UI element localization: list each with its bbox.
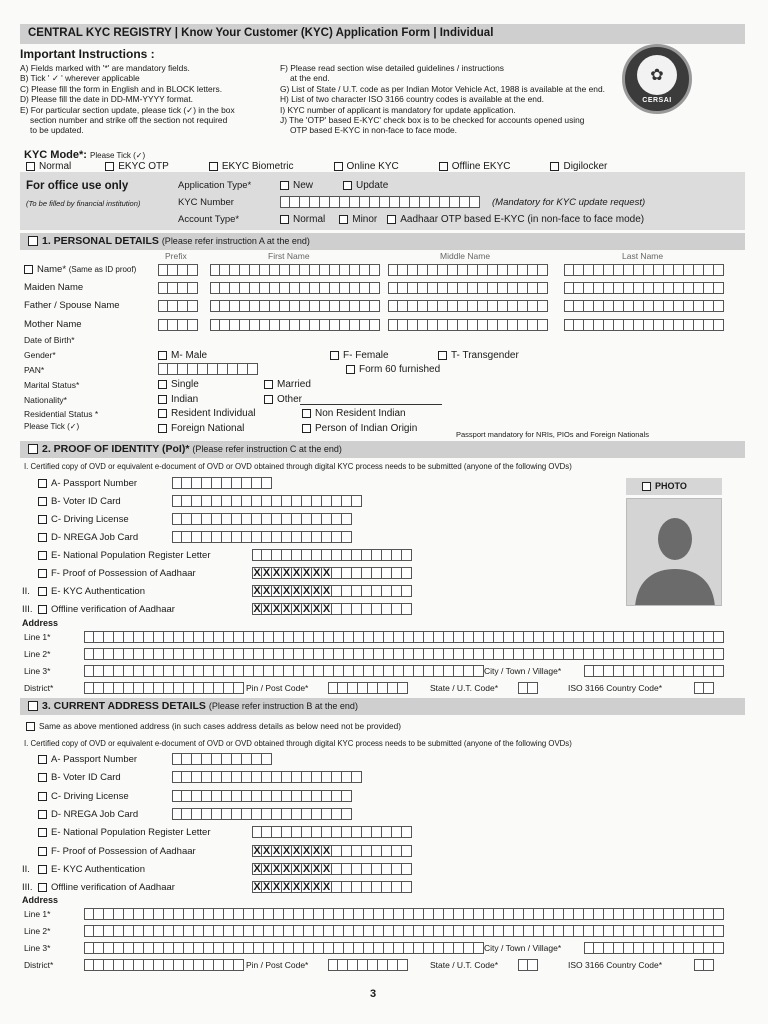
cersai-logo	[622, 44, 692, 114]
iso-code-field[interactable]	[694, 959, 714, 971]
instruction-line: B) Tick ' ✓ ' wherever applicable	[20, 73, 140, 84]
gender-male[interactable]: M- Male	[158, 350, 207, 361]
resident-individual[interactable]: Resident Individual	[158, 408, 256, 419]
form60-checkbox[interactable]: Form 60 furnished	[346, 364, 440, 375]
page-number: 3	[370, 988, 377, 1000]
option-update[interactable]: Update	[343, 180, 388, 191]
middle-name-field[interactable]	[388, 319, 548, 331]
poi-offline-option[interactable]: III. Offline verification of Aadhaar	[22, 882, 175, 894]
col-first-name: First Name	[268, 251, 310, 261]
instructions-heading: Important Instructions :	[20, 47, 155, 61]
dob-label: Date of Birth*	[24, 335, 75, 345]
poi-number-field[interactable]	[172, 771, 362, 783]
district-field[interactable]	[84, 682, 244, 694]
middle-name-field[interactable]	[388, 282, 548, 294]
col-prefix: Prefix	[165, 251, 187, 261]
city-label: City / Town / Village*	[484, 666, 562, 676]
instruction-line: H) List of two character ISO 3166 country codes is available at the end.	[280, 94, 544, 105]
poi-number-field[interactable]	[252, 549, 412, 561]
poi-option[interactable]: B- Voter ID Card	[38, 496, 121, 507]
nationality-other[interactable]: Other	[264, 394, 302, 405]
instructions-right	[280, 63, 605, 136]
district-label: District*	[24, 683, 54, 693]
city-label: City / Town / Village*	[484, 943, 562, 953]
option-online-kyc[interactable]: Online KYC	[334, 161, 399, 172]
pin-label: Pin / Post Code*	[246, 960, 309, 970]
address-label: Address	[22, 618, 59, 628]
poi-number-field[interactable]	[172, 477, 272, 489]
poi-number-field[interactable]	[172, 753, 272, 765]
poi-offline-option[interactable]: III. Offline verification of Aadhaar	[22, 604, 175, 615]
kyc-number-note: (Mandatory for KYC update request)	[492, 197, 646, 208]
pan-label: PAN*	[24, 365, 45, 375]
tick-hint: Please Tick (✓)	[24, 422, 80, 431]
first-name-field[interactable]	[210, 282, 380, 294]
iso-label: ISO 3166 Country Code*	[568, 683, 663, 693]
instruction-line: to be updated.	[30, 125, 84, 136]
address-line3-label: Line 3*	[24, 943, 51, 953]
kyc-mode-label: KYC Mode*: Please Tick (✓)	[24, 149, 146, 161]
instruction-line: C) Please fill the form in English and in BLOCK letters.	[20, 83, 223, 94]
photo-placeholder	[626, 498, 722, 606]
district-field[interactable]	[84, 959, 244, 971]
account-type-options	[280, 214, 644, 225]
poi-header: 2. PROOF OF IDENTITY (PoI)* (Please refer instruction C at the end)	[20, 441, 745, 458]
address-line1-field[interactable]	[84, 631, 724, 643]
poi-number-field[interactable]	[252, 826, 412, 838]
same-as-above[interactable]: Same as above mentioned address (in such cases address details as below need not be provided)	[26, 721, 401, 731]
address-line2-field[interactable]	[84, 648, 724, 660]
address-line1-label: Line 1*	[24, 909, 51, 919]
poi-option[interactable]: C- Driving License	[38, 791, 129, 802]
poi-number-field[interactable]	[172, 513, 352, 525]
poi-option[interactable]: C- Driving License	[38, 514, 129, 525]
aadhaar-field[interactable]: X X X X X X X X	[252, 603, 412, 615]
aadhaar-field[interactable]: X X X X X X X X	[252, 585, 412, 597]
instructions-left	[20, 63, 235, 136]
poi-option[interactable]: D- NREGA Job Card	[38, 532, 138, 543]
poi-option[interactable]: B- Voter ID Card	[38, 772, 121, 783]
address-line2-label: Line 2*	[24, 926, 51, 936]
non-resident-indian[interactable]: Non Resident Indian	[302, 408, 406, 419]
section1-checkbox[interactable]	[28, 236, 38, 246]
application-type-options	[280, 180, 388, 191]
marital-married[interactable]: Married	[264, 379, 311, 390]
first-name-field[interactable]	[210, 319, 380, 331]
photo-header: PHOTO	[626, 478, 722, 495]
office-title: For office use only	[26, 180, 129, 192]
poi-option[interactable]: D- NREGA Job Card	[38, 809, 138, 820]
poi-number-field[interactable]	[172, 790, 352, 802]
poi-option[interactable]: E- National Population Register Letter	[38, 827, 210, 838]
instruction-line: at the end.	[290, 73, 330, 84]
prefix-field[interactable]	[158, 319, 198, 331]
kyc-mode-options	[26, 161, 607, 172]
aadhaar-field[interactable]: X X X X X X X X	[252, 845, 412, 857]
district-label: District*	[24, 960, 54, 970]
last-name-field[interactable]	[564, 282, 724, 294]
address-line3-label: Line 3*	[24, 666, 51, 676]
current-intro: I. Certified copy of OVD or equivalent e-document of OVD or OVD obtained through digital KYC process needs to be submitted (anyone of the following OVDs)	[24, 739, 572, 748]
address-line2-field[interactable]	[84, 925, 724, 937]
prefix-field[interactable]	[158, 264, 198, 276]
state-label: State / U.T. Code*	[430, 683, 499, 693]
last-name-field[interactable]	[564, 319, 724, 331]
personal-details-header: 1. PERSONAL DETAILS (Please refer instruction A at the end)	[20, 233, 745, 250]
current-address-header: 3. CURRENT ADDRESS DETAILS (Please refer instruction B at the end)	[20, 698, 745, 715]
iso-code-field[interactable]	[694, 682, 714, 694]
instruction-line: E) For particular section update, please tick (✓) in the box	[20, 104, 235, 115]
address-line2-label: Line 2*	[24, 649, 51, 659]
city-field[interactable]	[584, 942, 724, 954]
option-aadhaar-otp-based-e-kyc-in-non-face-to-face-mode-[interactable]: Aadhaar OTP based E-KYC (in non-face to face mode)	[387, 214, 644, 225]
poi-number-field[interactable]	[172, 495, 362, 507]
residential-label: Residential Status *	[24, 409, 99, 419]
marital-single[interactable]: Single	[158, 379, 199, 390]
option-ekyc-otp[interactable]: EKYC OTP	[105, 161, 169, 172]
address-label-2: Address	[22, 895, 59, 905]
first-name-field[interactable]	[210, 264, 380, 276]
form-title: CENTRAL KYC REGISTRY | Know Your Customer (KYC) Application Form | Individual	[20, 24, 745, 44]
instruction-line: J) The 'OTP' based E-KYC' check box is to be checked for accounts opened using	[280, 115, 585, 126]
nationality-indian[interactable]: Indian	[158, 394, 198, 405]
instruction-line: F) Please read section wise detailed guidelines / instructions	[280, 63, 504, 73]
kyc-number-label: KYC Number	[178, 197, 234, 208]
col-last-name: Last Name	[622, 251, 664, 261]
last-name-field[interactable]	[564, 264, 724, 276]
kyc-number-field[interactable]	[280, 196, 480, 208]
gender-label: Gender*	[24, 350, 56, 360]
middle-name-field[interactable]	[388, 300, 548, 312]
gender-female[interactable]: F- Female	[330, 350, 389, 361]
address-line1-label: Line 1*	[24, 632, 51, 642]
passport-note: Passport mandatory for NRIs, PIOs and Foreign Nationals	[456, 430, 650, 439]
prefix-field[interactable]	[158, 300, 198, 312]
aadhaar-field[interactable]: X X X X X X X X	[252, 881, 412, 893]
option-new[interactable]: New	[280, 180, 313, 191]
emblem-icon: ✿	[637, 55, 677, 95]
option-minor[interactable]: Minor	[339, 214, 377, 225]
option-ekyc-biometric[interactable]: EKYC Biometric	[209, 161, 294, 172]
option-normal[interactable]: Normal	[26, 161, 71, 172]
section3-checkbox[interactable]	[28, 701, 38, 711]
instruction-line: A) Fields marked with '*' are mandatory fields.	[20, 63, 190, 73]
option-digilocker[interactable]: Digilocker	[550, 161, 607, 172]
instruction-line: G) List of State / U.T. code as per Indian Motor Vehicle Act, 1988 is available at the end.	[280, 83, 605, 94]
poi-number-field[interactable]	[172, 808, 352, 820]
option-offline-ekyc[interactable]: Offline EKYC	[439, 161, 511, 172]
option-normal[interactable]: Normal	[280, 214, 325, 225]
name-label: Name* (Same as ID proof)	[24, 264, 136, 275]
gender-transgender[interactable]: T- Transgender	[438, 350, 519, 361]
address-line1-field[interactable]	[84, 908, 724, 920]
state-label: State / U.T. Code*	[430, 960, 499, 970]
pin-field[interactable]	[328, 959, 408, 971]
pin-field[interactable]	[328, 682, 408, 694]
middle-name-field[interactable]	[388, 264, 548, 276]
mother-name-label: Mother Name	[24, 319, 82, 330]
poi-ekyc-option[interactable]: II. E- KYC Authentication	[22, 586, 145, 597]
poi-ekyc-option[interactable]: II. E- KYC Authentication	[22, 863, 145, 875]
poi-option[interactable]: F- Proof of Possession of Aadhaar	[38, 846, 196, 857]
logo-label: CERSAI	[642, 96, 672, 104]
nationality-label: Nationality*	[24, 395, 67, 405]
address-line3-field[interactable]	[84, 665, 484, 677]
last-name-field[interactable]	[564, 300, 724, 312]
poi-option[interactable]: F- Proof of Possession of Aadhaar	[38, 568, 196, 579]
state-code-field[interactable]	[518, 959, 538, 971]
person-indian-origin[interactable]: Person of Indian Origin	[302, 423, 417, 434]
col-middle-name: Middle Name	[440, 251, 491, 261]
office-subtitle: (To be filled by financial institution)	[26, 199, 141, 208]
poi-number-field[interactable]	[172, 531, 352, 543]
state-code-field[interactable]	[518, 682, 538, 694]
other-nationality-line[interactable]	[300, 404, 442, 405]
aadhaar-field[interactable]: X X X X X X X X	[252, 567, 412, 579]
marital-label: Marital Status*	[24, 380, 80, 390]
person-silhouette-icon	[627, 499, 722, 606]
application-type-label: Application Type*	[178, 180, 252, 191]
city-field[interactable]	[584, 665, 724, 677]
pin-label: Pin / Post Code*	[246, 683, 309, 693]
instruction-line: D) Please fill the date in DD-MM-YYYY format.	[20, 94, 193, 105]
instruction-line: section number and strike off the section not required	[30, 115, 228, 126]
account-type-label: Account Type*	[178, 214, 240, 225]
maiden-name-label: Maiden Name	[24, 282, 84, 293]
father-spouse-label: Father / Spouse Name	[24, 300, 120, 311]
section2-checkbox[interactable]	[28, 444, 38, 454]
instruction-line: I) KYC number of applicant is mandatory for update application.	[280, 104, 516, 115]
first-name-field[interactable]	[210, 300, 380, 312]
foreign-national[interactable]: Foreign National	[158, 423, 244, 434]
prefix-field[interactable]	[158, 282, 198, 294]
instruction-line: OTP based E-KYC in non-face to face mode.	[290, 125, 457, 136]
address-line3-field[interactable]	[84, 942, 484, 954]
aadhaar-field[interactable]: X X X X X X X X	[252, 863, 412, 875]
iso-label: ISO 3166 Country Code*	[568, 960, 663, 970]
pan-field[interactable]	[158, 363, 258, 375]
poi-intro: I. Certified copy of OVD or equivalent e-document of OVD or OVD obtained through digital KYC process needs to be submitted (anyone of the following OVDs)	[24, 462, 572, 471]
poi-option[interactable]: A- Passport Number	[38, 478, 137, 489]
poi-option[interactable]: A- Passport Number	[38, 754, 137, 765]
poi-option[interactable]: E- National Population Register Letter	[38, 550, 210, 561]
